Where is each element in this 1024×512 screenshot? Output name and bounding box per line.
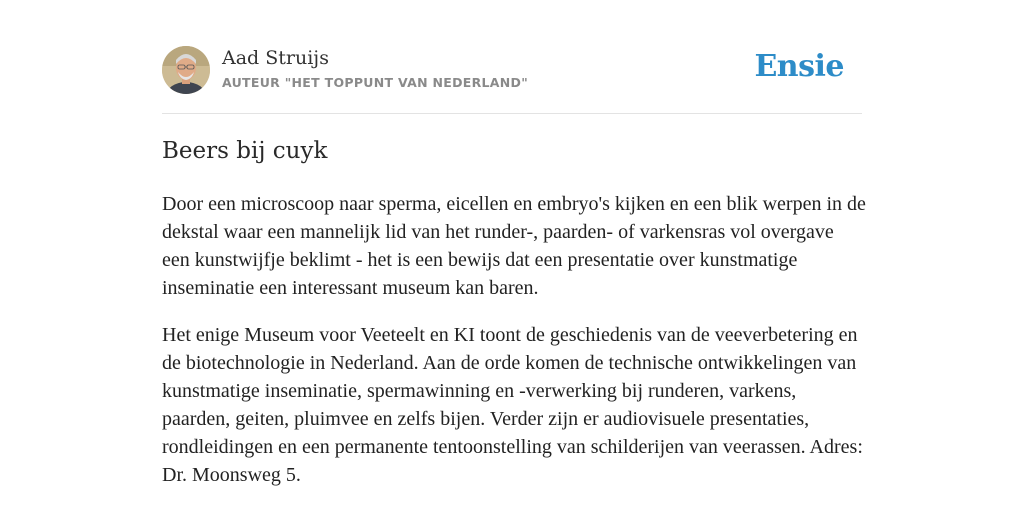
author-subtitle: AUTEUR "HET TOPPUNT VAN NEDERLAND" — [222, 75, 529, 90]
author-avatar[interactable] — [162, 46, 210, 94]
author-header — [162, 46, 862, 96]
article-body — [162, 190, 866, 508]
article-paragraph: Door een microscoop naar sperma, eicellen en embryo's kijken en een blik werpen in de dekstal waar een mannelijk lid van het runder-, paarden- of varkensras vol overgave een kunstwijfje beklimt - het is een bewijs dat een presentatie over kunstmatige inseminatie een interessant museum kan baren. — [162, 193, 866, 299]
author-name[interactable]: Aad Struijs — [222, 47, 329, 69]
article-paragraph: Het enige Museum voor Veeteelt en KI toont de geschiedenis van de veeverbetering en de biotechnologie in Nederland. Aan de orde komen de technische ontwikkelingen van kunstmatige inseminatie, spermawinning en -verwerking bij runderen, varkens, paarden, geiten, pluimvee en zelfs bijen. Verder zijn er audiovisuele presentaties, rondleidingen en een permanente tentoonstelling van schilderijen van veerassen. Adres: Dr. Moonsweg 5. — [162, 324, 863, 486]
ensie-logo[interactable]: Ensie — [754, 49, 844, 84]
header-divider — [162, 113, 862, 114]
avatar-portrait-icon — [162, 46, 210, 94]
article-title: Beers bij cuyk — [162, 138, 328, 164]
